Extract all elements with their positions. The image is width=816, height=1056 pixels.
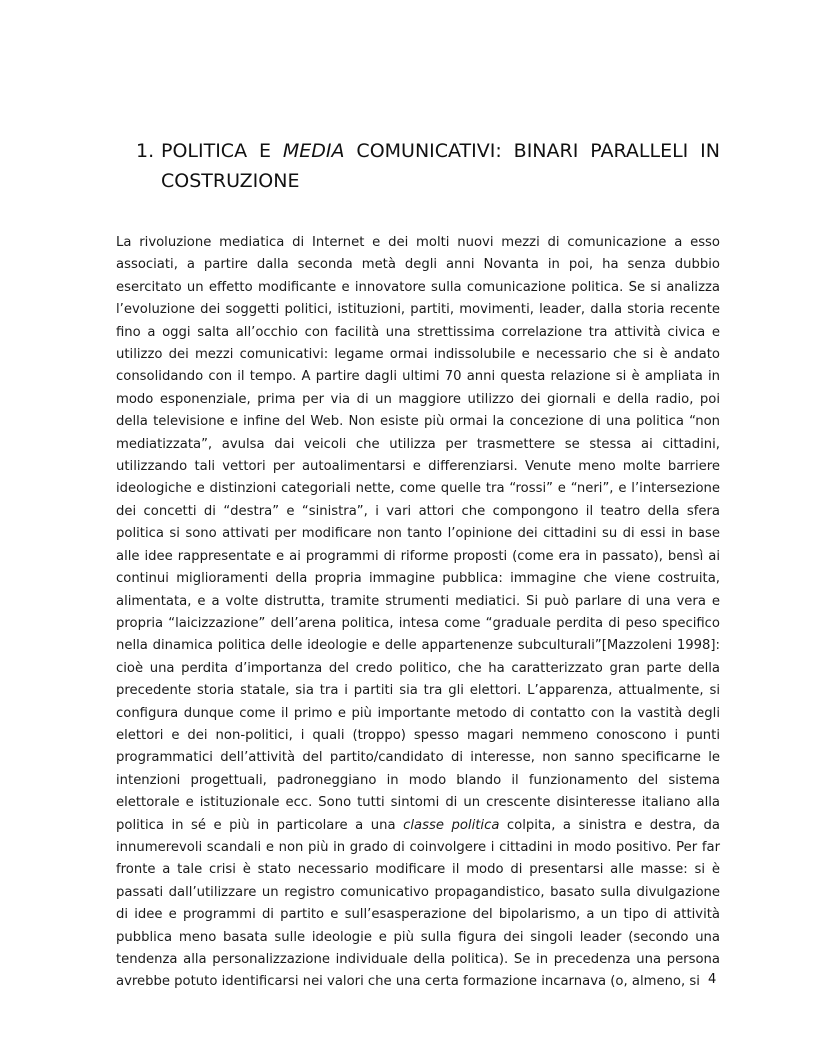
body-segment-2: colpita, a sinistra e destra, da innumerevoli scandali e non più in grado di coinvolgere i cittadini in modo positivo. Per far fronte a tale crisi è stato necessario modificare il modo di presentarsi alle masse: si è passati dall’utilizzare un registro comunicativo propagandistico, basato sulla divulgazione di idee e programmi di partito e sull’esasperazione del bipolarismo, a un tipo di attività pubblica meno basata sulle ideologie e più sulla figura dei singoli leader (secondo una tendenza alla personalizzazione individuale della politica). Se in precedenza una persona avrebbe potuto identificarsi nei valori che una certa formazione incarnava (o, almeno, si [116, 817, 720, 990]
chapter-title-italic: MEDIA [282, 140, 345, 162]
body-paragraph [116, 232, 720, 994]
chapter-title [161, 136, 720, 196]
chapter-number: 1. [136, 140, 155, 162]
chapter-title-part1: POLITICA E [161, 140, 283, 162]
page-number: 4 [708, 972, 717, 987]
chapter-title-part3: COMUNICATIVI: BINARI PARALLELI IN COSTRUZIONE [161, 140, 720, 192]
chapter-heading [136, 136, 720, 196]
body-segment-1: La rivoluzione mediatica di Internet e dei molti nuovi mezzi di comunicazione a esso associati, a partire dalla seconda metà degli anni Novanta in poi, ha senza dubbio esercitato un effetto modificante e innovatore sulla comunicazione politica. Se si analizza l’evoluzione dei soggetti politici, istituzioni, partiti, movimenti, leader, dalla storia recente fino a oggi salta all’occhio con facilità una strettissima correlazione tra attività civica e utilizzo dei mezzi comunicativi: legame ormai indissolubile e necessario che si è andato consolidando con il tempo. A partire dagli ultimi 70 anni questa relazione si è ampliata in modo esponenziale, prima per via di un maggiore utilizzo dei giornali e della radio, poi della televisione e infine del Web. Non esiste più ormai la concezione di una politica “non mediatizzata”, avulsa dai veicoli che utilizza per trasmettere se stessa ai cittadini, utilizzando tali vettori per autoalimentarsi e differenziarsi. Venute meno molte barriere ideologiche e distinzioni categoriali nette, come quelle tra “rossi” e “neri”, e l’intersezione dei concetti di “destra” e “sinistra”, i vari attori che compongono il teatro della sfera politica si sono attivati per modificare non tanto l’opinione dei cittadini su di essi in base alle idee rappresentate e ai programmi di riforme proposti (come era in passato), bensì ai continui miglioramenti della propria immagine pubblica: immagine che viene costruita, alimentata, e a volte distrutta, tramite strumenti mediatici. Si può parlare di una vera e propria “laicizzazione” dell’arena politica, intesa come “graduale perdita di peso specifico nella dinamica politica delle ideologie e delle appartenenze subculturali”[Mazzoleni 1998]: cioè una perdita d’importanza del credo politico, che ha caratterizzato gran parte della precedente storia statale, sia tra i partiti sia tra gli elettori. L’apparenza, attualmente, si configura dunque come il primo e più importante metodo di contatto con la vastità degli elettori e dei non-politici, i quali (troppo) spesso magari nemmeno conoscono i punti programmatici dell’attività del partito/candidato di interesse, non sanno specificarne le intenzioni progettuali, padroneggiano in modo blando il funzionamento del sistema elettorale e istituzionale ecc. Sono tutti sintomi di un crescente disinteresse italiano alla politica in sé e più in particolare a una [116, 235, 720, 833]
body-italic-term: classe politica [403, 817, 500, 833]
